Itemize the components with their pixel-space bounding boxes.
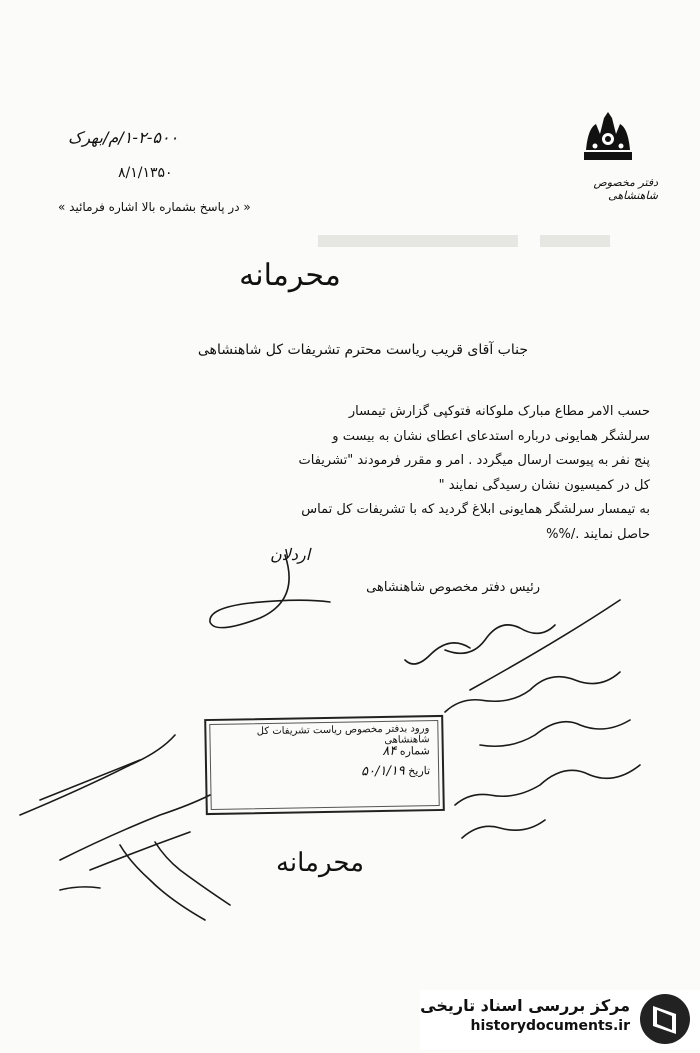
stamp-number-label: شماره: [399, 744, 430, 758]
handwritten-note-line: [462, 820, 545, 838]
handwritten-note-line: [455, 765, 640, 805]
handwritten-note-line: [60, 887, 100, 890]
addressee-line: جناب آقای قریب ریاست محترم تشریفات کل شاهنشاهی: [197, 342, 528, 358]
document-date: ۸/۱/۱۳۵۰: [118, 165, 173, 181]
body-line: حاصل نمایند ./%%: [546, 526, 650, 542]
handwritten-note-line: [120, 845, 205, 920]
handwritten-note-line: [155, 842, 230, 905]
watermark-url: historydocuments.ir: [470, 1018, 630, 1034]
stamp-date-label: تاریخ: [408, 764, 431, 778]
signatory-title: رئیس دفتر مخصوص شاهنشاهی: [366, 580, 540, 595]
reference-number: ۱-۲-۵۰۰/م/بهرک: [68, 128, 179, 147]
reply-note: « در پاسخ بشماره بالا اشاره فرمائید »: [58, 200, 251, 214]
watermark: [420, 990, 700, 1050]
handwritten-initials: اردلان: [270, 545, 311, 564]
watermark-name: مرکز بررسی اسناد تاریخی: [420, 996, 630, 1015]
issuing-office: دفتر مخصوص شاهنشاهی: [593, 176, 658, 202]
handwritten-note-line: [40, 760, 140, 800]
handwritten-note-line: [445, 625, 555, 653]
stamp-date: ۵۰/۱/۱۹: [360, 763, 405, 780]
handwritten-note-line: [480, 720, 630, 746]
classification-title: محرمانه: [239, 258, 341, 293]
body-line: حسب الامر مطاع مبارک ملوکانه فتوکپی گزارش تیمسار: [348, 404, 650, 419]
body-line: سرلشگر همایونی درباره استدعای اعطای نشان به بیست و: [332, 428, 650, 444]
handwritten-note-line: [445, 672, 620, 712]
archive-logo-icon: [638, 992, 692, 1046]
signature-stroke: [210, 555, 330, 628]
body-line: کل در کمیسیون نشان رسیدگی نمایند ": [438, 477, 650, 493]
receipt-stamp: [204, 715, 445, 815]
body-line: به تیمسار سرلشگر همایونی ابلاغ گردید که با تشریفات کل تماس: [301, 502, 650, 517]
handwritten-note-line: [470, 600, 620, 690]
body-line: پنج نفر به پیوست ارسال میگردد . امر و مقرر فرمودند "تشریفات: [298, 453, 650, 468]
handwritten-note-line: [60, 795, 210, 860]
stamp-number: ۸۴: [382, 743, 397, 759]
handwritten-note-line: [20, 735, 175, 815]
stamp-header: ورود بدفتر مخصوص ریاست تشریفات کل شاهنشاهی: [256, 723, 430, 746]
classification-title-bottom: محرمانه: [275, 848, 365, 878]
